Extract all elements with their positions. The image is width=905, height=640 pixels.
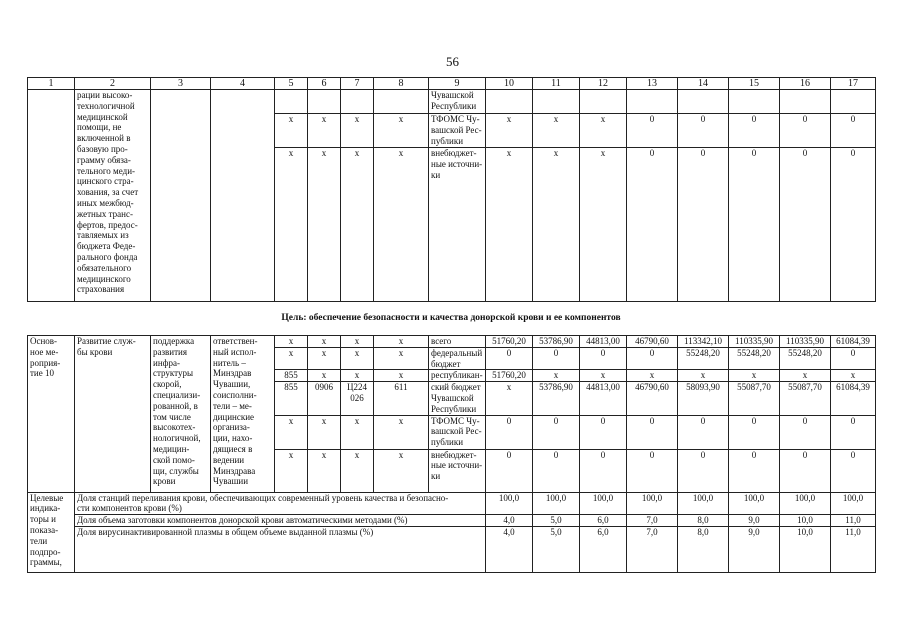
event-executors: ответствен- ный испол- нитель – Минздрав Чувашии, соисполни- тели – ме- дицинские организа- ции, нахо- дящиеся в ведении Минздрава Чувашии <box>211 336 275 493</box>
column-number-header: 16 <box>780 78 831 90</box>
cell-code: x <box>374 114 429 148</box>
cell-value: 0 <box>580 347 627 370</box>
cell-value: 11,0 <box>831 515 876 527</box>
cell-value: x <box>678 370 729 382</box>
cell-code: x <box>374 370 429 382</box>
cell-value: x <box>486 382 533 415</box>
cell-value: 100,0 <box>486 492 533 515</box>
cell-value: 5,0 <box>533 515 580 527</box>
column-number-header: 17 <box>831 78 876 90</box>
cell-value: 55248,20 <box>729 347 780 370</box>
cell-code: x <box>341 114 374 148</box>
cell-code: 611 <box>374 382 429 415</box>
cell-value: 0 <box>678 415 729 449</box>
cell-value: 4,0 <box>486 526 533 572</box>
cell-value <box>678 90 729 114</box>
cell-value: 110335,90 <box>780 336 831 348</box>
cell-value: 0 <box>580 415 627 449</box>
cell-value: 61084,39 <box>831 336 876 348</box>
column-number-header: 8 <box>374 78 429 90</box>
page-number: 56 <box>446 54 459 69</box>
cell-value: 5,0 <box>533 526 580 572</box>
cell-code: Ц224 026 <box>341 382 374 415</box>
cell-value: 6,0 <box>580 515 627 527</box>
cell-code: x <box>308 415 341 449</box>
cell-code: x <box>275 347 308 370</box>
table-row <box>28 336 876 348</box>
cell-value: 100,0 <box>678 492 729 515</box>
column-number-header: 3 <box>151 78 211 90</box>
cell-code: x <box>374 449 429 492</box>
cell-value: 0 <box>729 415 780 449</box>
column-number-header: 1 <box>28 78 75 90</box>
event-purpose: поддержка развития инфра- структуры скорой, специализи- рованной, в том числе высокотех- нологичной, медицин- ской помо- щи, службы крови <box>151 336 211 493</box>
cell-code: x <box>275 449 308 492</box>
cell-value: 10,0 <box>780 526 831 572</box>
cell-value: 0 <box>533 347 580 370</box>
cell-value: 8,0 <box>678 526 729 572</box>
column-number-header: 4 <box>211 78 275 90</box>
cell-value: 0 <box>627 449 678 492</box>
cell-value: 0 <box>678 449 729 492</box>
cell-value: 7,0 <box>627 526 678 572</box>
cell-code: x <box>341 148 374 302</box>
column-number-header: 13 <box>627 78 678 90</box>
column-number-header: 9 <box>429 78 486 90</box>
cell-value <box>729 90 780 114</box>
budget-table-top <box>27 77 876 302</box>
column-number-header: 11 <box>533 78 580 90</box>
cell-code: x <box>308 347 341 370</box>
cell-value: 6,0 <box>580 526 627 572</box>
indicator-text: Доля станций переливания крови, обеспечивающих современный уровень качества и безопасно- сти компонентов крови (%) <box>75 492 486 515</box>
cell-value: x <box>533 370 580 382</box>
cell-value: 0 <box>780 449 831 492</box>
column-number-header: 10 <box>486 78 533 90</box>
cell-value: 8,0 <box>678 515 729 527</box>
cell-value: 44813,00 <box>580 336 627 348</box>
cell-value: 0 <box>486 347 533 370</box>
cell-code: 855 <box>275 370 308 382</box>
cell-value: 44813,00 <box>580 382 627 415</box>
cell-value: 0 <box>780 148 831 302</box>
cell-code: x <box>374 336 429 348</box>
cell-value: 0 <box>831 449 876 492</box>
cell-value: 0 <box>627 114 678 148</box>
cell-code: x <box>308 114 341 148</box>
cell-value: 0 <box>729 114 780 148</box>
event-description: рации высоко- технологичной медицинской помощи, не включенной в базовую про- грамму обяза- тельного меди- цинского стра- хования, за счет иных межбюд- жетных транс- фертов, предос- тавляемых из бюджета Феде- рального фонда обязательного медицинского страхования <box>75 90 151 302</box>
cell-value: 100,0 <box>780 492 831 515</box>
cell-code: x <box>341 449 374 492</box>
cell-value: 0 <box>831 114 876 148</box>
cell-code: x <box>275 148 308 302</box>
cell-value <box>627 90 678 114</box>
cell-value: x <box>486 114 533 148</box>
cell-value: 0 <box>486 415 533 449</box>
budget-table-event <box>27 335 876 573</box>
cell-value <box>533 90 580 114</box>
column-number-header: 15 <box>729 78 780 90</box>
funding-source: ТФОМС Чу- вашской Рес- публики <box>429 114 486 148</box>
cell-code: x <box>341 347 374 370</box>
column-number-header: 12 <box>580 78 627 90</box>
funding-source: всего <box>429 336 486 348</box>
cell-value: x <box>780 370 831 382</box>
column-number-header: 14 <box>678 78 729 90</box>
cell-value: 9,0 <box>729 526 780 572</box>
cell-code: x <box>374 415 429 449</box>
indicator-text: Доля вирусинактивированной плазмы в общем объеме выданной плазмы (%) <box>75 526 486 572</box>
cell-value: x <box>533 114 580 148</box>
cell-value: 0 <box>831 415 876 449</box>
cell-value: 0 <box>729 148 780 302</box>
cell-value: 51760,20 <box>486 370 533 382</box>
cell-value: 0 <box>780 415 831 449</box>
cell-code: x <box>308 148 341 302</box>
cell-code <box>308 90 341 114</box>
cell-value: x <box>486 148 533 302</box>
column-number-header: 6 <box>308 78 341 90</box>
cell-value: x <box>580 114 627 148</box>
cell-code: x <box>275 114 308 148</box>
cell-value: x <box>580 370 627 382</box>
cell-value: 7,0 <box>627 515 678 527</box>
cell-value: 0 <box>486 449 533 492</box>
cell-value: 0 <box>780 114 831 148</box>
cell-value: 110335,90 <box>729 336 780 348</box>
indicator-row <box>28 492 876 515</box>
funding-source: внебюджет- ные источни- ки <box>429 449 486 492</box>
cell-value: x <box>831 370 876 382</box>
cell-value: 53786,90 <box>533 382 580 415</box>
cell-value: 100,0 <box>627 492 678 515</box>
cell-code: x <box>374 148 429 302</box>
cell-value: 61084,39 <box>831 382 876 415</box>
cell-value: 0 <box>678 148 729 302</box>
cell-value: 55087,70 <box>780 382 831 415</box>
cell-value: 53786,90 <box>533 336 580 348</box>
funding-source: внебюджет- ные источни- ки <box>429 148 486 302</box>
indicator-text: Доля объема заготовки компонентов донорской крови автоматическими методами (%) <box>75 515 486 527</box>
cell-value <box>580 90 627 114</box>
cell-value: x <box>627 370 678 382</box>
column-number-row <box>28 78 876 90</box>
cell-value: 100,0 <box>533 492 580 515</box>
cell-value: 10,0 <box>780 515 831 527</box>
cell-code <box>341 90 374 114</box>
cell-value: 0 <box>831 347 876 370</box>
funding-source: ТФОМС Чу- вашской Рес- публики <box>429 415 486 449</box>
cell-code: x <box>275 415 308 449</box>
event-name: Развитие служ- бы крови <box>75 336 151 493</box>
cell-col3 <box>151 90 211 302</box>
cell-value: 0 <box>678 114 729 148</box>
cell-value: 0 <box>729 449 780 492</box>
cell-value: 9,0 <box>729 515 780 527</box>
cell-value: 51760,20 <box>486 336 533 348</box>
cell-code: 855 <box>275 382 308 415</box>
cell-code: x <box>341 370 374 382</box>
cell-code: x <box>341 336 374 348</box>
cell-value: 100,0 <box>580 492 627 515</box>
cell-value: x <box>533 148 580 302</box>
cell-value: 113342,10 <box>678 336 729 348</box>
funding-source: ский бюджет Чувашской Республики <box>429 382 486 415</box>
cell-code: x <box>308 336 341 348</box>
cell-value: 4,0 <box>486 515 533 527</box>
cell-col4 <box>211 90 275 302</box>
cell-code: x <box>308 449 341 492</box>
cell-value: 55087,70 <box>729 382 780 415</box>
cell-value: 0 <box>831 148 876 302</box>
cell-value: 0 <box>627 347 678 370</box>
cell-value: 0 <box>533 415 580 449</box>
cell-value: 58093,90 <box>678 382 729 415</box>
funding-source: республикан- <box>429 370 486 382</box>
goal-title: Цель: обеспечение безопасности и качества донорской крови и ее компонентов <box>281 313 621 323</box>
cell-code: x <box>308 370 341 382</box>
cell-value: x <box>580 148 627 302</box>
cell-value: 11,0 <box>831 526 876 572</box>
cell-value: 55248,20 <box>678 347 729 370</box>
funding-source: федеральный бюджет <box>429 347 486 370</box>
cell-value <box>831 90 876 114</box>
cell-col1 <box>28 90 75 302</box>
cell-code: x <box>374 347 429 370</box>
indicator-row <box>28 515 876 527</box>
cell-code <box>374 90 429 114</box>
cell-code: x <box>341 415 374 449</box>
event-label: Основ- ное ме- роприя- тие 10 <box>28 336 75 493</box>
cell-value: 46790,60 <box>627 382 678 415</box>
indicator-row <box>28 526 876 572</box>
cell-code: x <box>275 336 308 348</box>
cell-value <box>780 90 831 114</box>
cell-value: 0 <box>627 415 678 449</box>
column-number-header: 5 <box>275 78 308 90</box>
column-number-header: 2 <box>75 78 151 90</box>
funding-source: Чувашской Республики <box>429 90 486 114</box>
cell-code <box>275 90 308 114</box>
cell-value: 55248,20 <box>780 347 831 370</box>
cell-value: 0 <box>627 148 678 302</box>
cell-value: 100,0 <box>729 492 780 515</box>
cell-value: 0 <box>580 449 627 492</box>
cell-value: x <box>729 370 780 382</box>
column-number-header: 7 <box>341 78 374 90</box>
cell-value: 100,0 <box>831 492 876 515</box>
cell-code: 0906 <box>308 382 341 415</box>
table-row <box>28 90 876 114</box>
cell-value: 0 <box>533 449 580 492</box>
cell-value: 46790,60 <box>627 336 678 348</box>
indicators-label: Целевые индика- торы и показа- тели подпро- граммы, <box>28 492 75 572</box>
cell-value <box>486 90 533 114</box>
